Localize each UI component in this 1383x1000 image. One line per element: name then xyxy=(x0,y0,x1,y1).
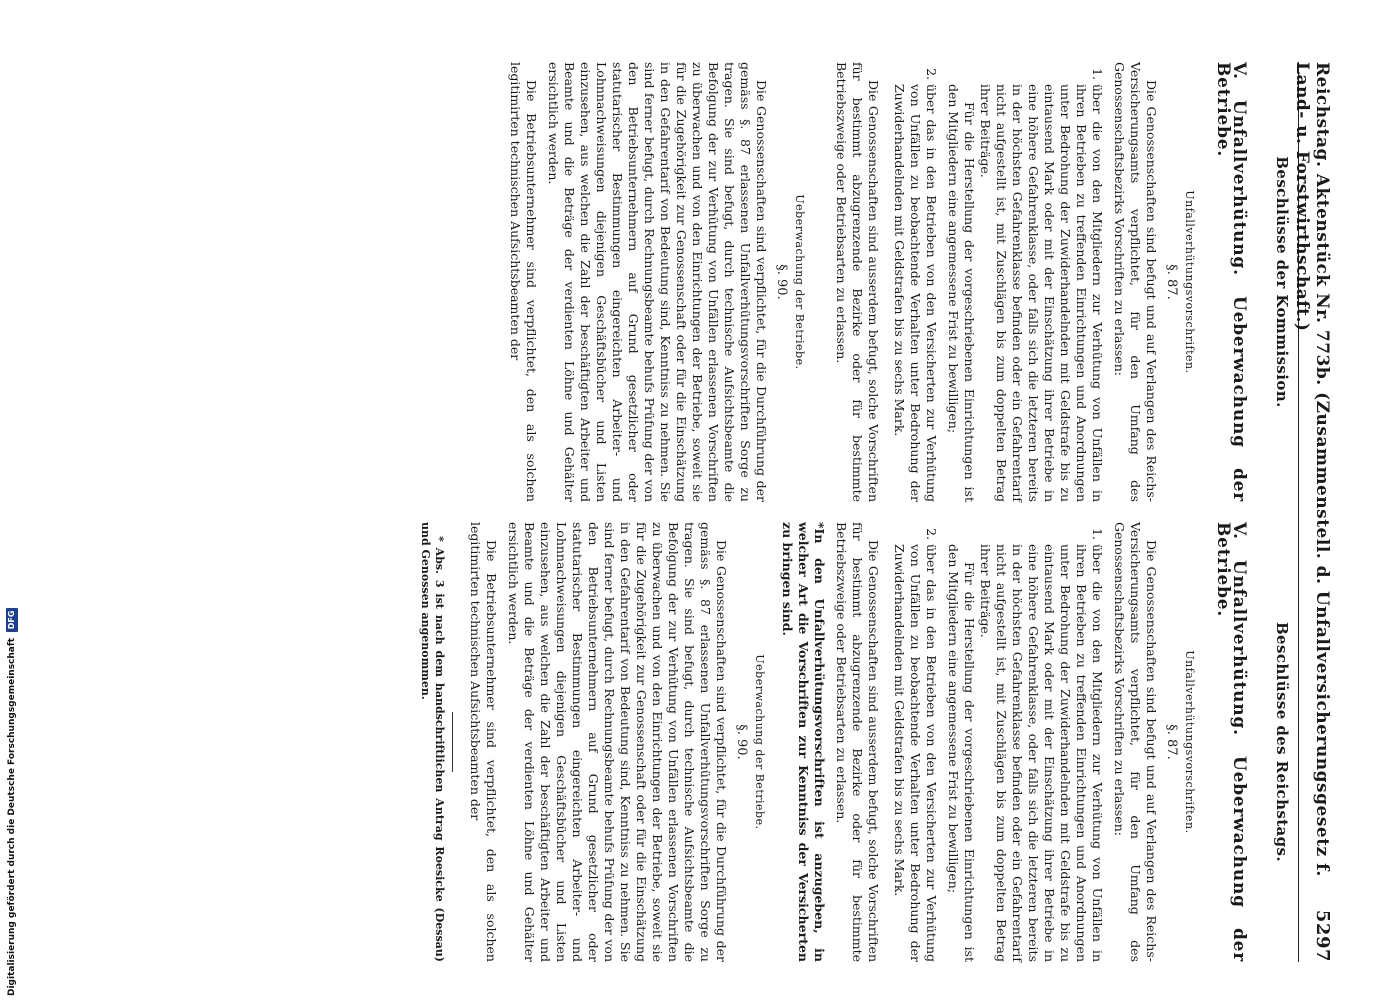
page-number: 5297 xyxy=(1312,909,1333,962)
paragraph-number-90: §. 90. xyxy=(734,724,749,760)
commission-column xyxy=(75,62,1255,502)
section-title: V. Unfallverhütung. Ueberwachung der Betriebe. xyxy=(1213,62,1249,502)
reichstag-column xyxy=(75,522,1255,962)
list-item xyxy=(891,544,939,962)
digitization-credit xyxy=(4,0,20,996)
scanned-page xyxy=(63,62,1333,962)
running-header xyxy=(1292,62,1333,962)
list-item-text: über das in den Betrieben von den Versicherten zur Verhütung von Unfällen zu beobachtende Verhalten unter Bedrohung der Zuwiderhandelnden mit Geldstrafen bis zu sechs Mark. xyxy=(892,544,939,962)
paragraph-90-body: Die Genossenschaften sind verpflichtet, für die Durchführung der gemäss §. 87 erlassenen Unfallverhütungsvorschriften Sorge zu tragen. Sie sind befugt, durch technische Aufsichtsbeamte die Befolgung der zur Verhütung von Unfällen erlassenen Vorschriften zu überwachen und von den Einrichtungen der Betriebe, soweit sie für die Zugehörigkeit zur Genossenschaft oder für die Einschätzung in den Gefahrentarif von Bedeutung sind, Kenntniss zu nehmen. Sie sind ferner befugt, durch Rechnungsbeamte behufs Prüfung der von den Betriebsunternehmern auf Grund gesetzlicher oder statutarischer Bestimmungen eingereichten Arbeiter- und Lohnnachweisungen diejenigen Geschäftsbücher und Listen einzusehen, aus welchen die Zahl der beschäftigten Arbeiter und Beamte und die Beträge der verdienten Löhne und Gehälter ersichtlich werden. xyxy=(506,522,729,962)
right-column-heading: Beschlüsse des Reichstags. xyxy=(1273,621,1291,863)
list-item-continuation: Für die Herstellung der vorgeschriebenen Einrichtungen ist den Mitgliedern eine angemessene Frist zu bewilligen; xyxy=(946,544,977,962)
paragraph-87-intro: Die Genossenschaften sind befugt und auf Verlangen des Reichs-Versicherungsamts verpflichtet, für den Umfang des Genossenschaftsbezirks Vorschriften zu erlassen: xyxy=(1112,522,1159,962)
paragraph-90-continuation: Die Betriebsunternehmer sind verpflichtet, den als solchen legitimirten technischen Aufsichtsbeamten der xyxy=(508,62,539,502)
paragraph-87-intro: Die Genossenschaften sind befugt und auf Verlangen des Reichs-Versicherungsamts verpflichtet, für den Umfang des Genossenschaftsbezirks Vorschriften zu erlassen: xyxy=(1112,62,1159,502)
running-title: Reichstag. Aktenstück Nr. 773b. (Zusammenstell. d. Unfallversicherungsgesetz f. Land- u. Forstwirthschaft.) xyxy=(1292,62,1332,877)
paragraph-90-continuation: Die Betriebsunternehmer sind verpflichtet, den als solchen legitimirten technischen Aufsichtsbeamten der xyxy=(468,522,499,962)
paragraph-87-list xyxy=(891,522,1105,962)
paragraph-87-tail: Die Genossenschaften sind ausserdem befugt, solche Vorschriften für bestimmt abzugrenzende Bezirke oder für bestimmte Betriebszweige oder Betriebsarten zu erlassen. xyxy=(834,62,881,502)
paragraph-number-90: §. 90. xyxy=(774,264,789,300)
paragraph-87-list xyxy=(891,62,1105,502)
paragraph-87-tail: Die Genossenschaften sind ausserdem befugt, solche Vorschriften für bestimmt abzugrenzende Bezirke oder für bestimmte Betriebszweige oder Betriebsarten zu erlassen. xyxy=(834,522,881,962)
paragraph-90-body: Die Genossenschaften sind verpflichtet, für die Durchführung der gemäss §. 87 erlassenen Unfallverhütungsvorschriften Sorge zu tragen. Sie sind befugt, durch technische Aufsichtsbeamte die Befolgung der zur Verhütung von Unfällen erlassenen Vorschriften zu überwachen und von den Einrichtungen der Betriebe, soweit sie für die Zugehörigkeit zur Genossenschaft oder für die Einschätzung in den Gefahrentarif von Bedeutung sind, Kenntniss zu nehmen. Sie sind ferner befugt, durch Rechnungsbeamte behufs Prüfung der von den Betriebsunternehmern auf Grund gesetzlicher oder statutarischer Bestimmungen eingereichten Arbeiter- und Lohnnachweisungen diejenigen Geschäftsbücher und Listen einzusehen, aus welchen die Zahl der beschäftigten Arbeiter und Beamte und die Beträge der verdienten Löhne und Gehälter ersichtlich werden. xyxy=(546,62,769,502)
footnote: * Abs. 3 ist nach dem handschriftlichen Antrag Roesicke (Dessau) und Genossen angenommen. xyxy=(419,522,446,962)
footnote-rule xyxy=(452,712,453,772)
left-column-heading: Beschlüsse der Kommission. xyxy=(1273,156,1291,408)
list-item-text: über die von den Mitgliedern zur Verhütung von Unfällen in ihren Betrieben zu treffenden Einrichtungen und Anordnungen unter Bedrohung der Zuwiderhandelnden mit Geldstrafe bis zu eintausend Mark oder mit der Einschätzung ihrer Betriebe in eine höhere Gefahrenklasse, oder falls sich die letzteren bereits in der höchsten Gefahrenklasse befinden oder ein Gefahrentarif nicht aufgestellt ist, mit Zuschlägen bis zum doppelten Betrag ihrer Beiträge. xyxy=(978,84,1105,502)
list-item xyxy=(945,544,1105,962)
list-item xyxy=(891,84,939,502)
digitization-text: Digitalisierung gefördert durch die Deutsche Forschungsgemeinschaft xyxy=(7,637,17,996)
subheading-accident-prevention: Unfallverhütungsvorschriften. xyxy=(1183,650,1196,834)
added-provision: *In den Unfallverhütungsvorschriften ist anzugeben, in welcher Art die Vorschriften zur Kenntniss der Versicherten zu bringen sind. xyxy=(780,522,827,962)
dfg-logo-icon: DFG xyxy=(6,608,18,632)
list-item xyxy=(945,84,1105,502)
subheading-accident-prevention: Unfallverhütungsvorschriften. xyxy=(1183,190,1196,374)
list-item-text: über die von den Mitgliedern zur Verhütung von Unfällen in ihren Betrieben zu treffenden Einrichtungen und Anordnungen unter Bedrohung der Zuwiderhandelnden mit Geldstrafe bis zu eintausend Mark oder mit der Einschätzung ihrer Betriebe in eine höhere Gefahrenklasse, oder falls sich die letzteren bereits in der höchsten Gefahrenklasse befinden oder ein Gefahrentarif nicht aufgestellt ist, mit Zuschlägen bis zum doppelten Betrag ihrer Beiträge. xyxy=(978,544,1105,962)
section-title: V. Unfallverhütung. Ueberwachung der Betriebe. xyxy=(1213,522,1249,962)
paragraph-number-87: §. 87. xyxy=(1164,264,1179,300)
column-headings xyxy=(1261,62,1291,962)
subheading-supervision: Ueberwachung der Betriebe. xyxy=(753,654,766,830)
subheading-supervision: Ueberwachung der Betriebe. xyxy=(793,194,806,370)
list-item-text: über das in den Betrieben von den Versicherten zur Verhütung von Unfällen zu beobachtende Verhalten unter Bedrohung der Zuwiderhandelnden mit Geldstrafen bis zu sechs Mark. xyxy=(892,84,939,502)
list-item-continuation: Für die Herstellung der vorgeschriebenen Einrichtungen ist den Mitgliedern eine angemessene Frist zu bewilligen; xyxy=(946,84,977,502)
paragraph-number-87: §. 87. xyxy=(1164,724,1179,760)
